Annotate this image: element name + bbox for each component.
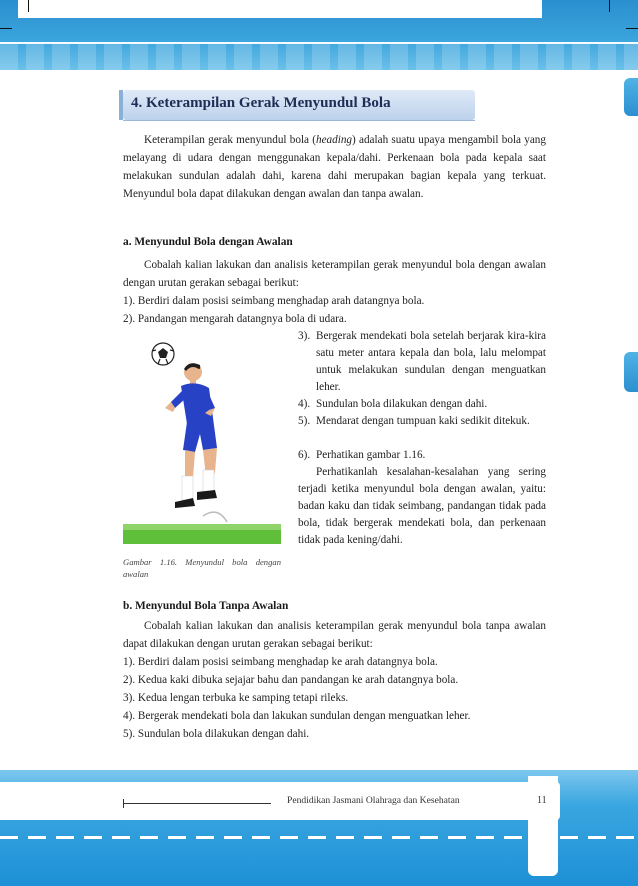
soccer-heading-illustration <box>123 338 281 544</box>
section-a-closing: Perhatikanlah kesalahan-kesalahan yang sering terjadi ketika menyundul bola dengan awalan, yaitu: badan kaku dan tidak seimbang, pandangan tidak pada bola, tidak bergerak mendekati bola, dan perkenaan tidak pada kening/dahi. <box>298 466 546 546</box>
list-item: 1). Berdiri dalam posisi seimbang menghadap ke arah datangnya bola. <box>123 656 438 668</box>
list-item: 1). Berdiri dalam posisi seimbang menghadap arah datangnya bola. <box>123 295 425 307</box>
list-item: 5). Sundulan bola dilakukan dengan dahi. <box>123 728 310 740</box>
crop-mark <box>626 28 638 29</box>
top-banner-white-strip <box>18 0 542 18</box>
page-number: 11 <box>537 795 547 806</box>
footer-white-tab <box>528 776 558 876</box>
footer-rule <box>123 803 271 804</box>
section-a-heading: a. Menyundul Bola dengan Awalan <box>123 236 293 248</box>
figure-caption: Gambar 1.16. Menyundul bola dengan awalan <box>123 557 281 579</box>
list-item: 5). Mendarat dengan tumpuan kaki sedikit ditekuk. <box>298 415 530 427</box>
section-a-intro: Cobalah kalian lakukan dan analisis keterampilan gerak menyundul bola dengan awalan dengan urutan gerakan sebagai berikut: <box>123 259 546 289</box>
list-item: 6). Perhatikan gambar 1.16. <box>298 449 426 461</box>
section-title-rule <box>123 120 475 121</box>
list-item: 4). Sundulan bola dilakukan dengan dahi. <box>298 398 488 410</box>
footer-book-title: Pendidikan Jasmani Olahraga dan Kesehatan <box>287 795 460 806</box>
list-item: 2). Kedua kaki dibuka sejajar bahu dan pandangan ke arah datangnya bola. <box>123 674 459 686</box>
list-item: 2). Pandangan mengarah datangnya bola di udara. <box>123 313 347 325</box>
side-tab-middle <box>624 352 638 392</box>
footer-dashes <box>0 836 638 839</box>
section-b-intro: Cobalah kalian lakukan dan analisis keterampilan gerak menyundul bola tanpa awalan dapat dilakukan dengan urutan gerakan sebagai berikut: <box>123 620 546 650</box>
footer-white-strip <box>0 782 560 820</box>
side-tab-top <box>624 78 638 116</box>
crop-mark <box>0 28 12 29</box>
section-b-heading: b. Menyundul Bola Tanpa Awalan <box>123 600 289 612</box>
section-title: 4. Keterampilan Gerak Menyundul Bola <box>131 95 391 111</box>
soccer-ball-icon <box>152 343 174 365</box>
list-item: 3). Bergerak mendekati bola setelah berjarak kira-kira satu meter antara kepala dan bola, lalu melompat untuk melakukan sundulan dengan menguatkan leher. <box>298 330 546 393</box>
list-item: 3). Kedua lengan terbuka ke samping tetapi rileks. <box>123 692 349 704</box>
list-item: 4). Bergerak mendekati bola dan lakukan sundulan dengan menguatkan leher. <box>123 710 471 722</box>
crop-mark <box>609 0 610 12</box>
intro-paragraph: Keterampilan gerak menyundul bola (heading) adalah suatu upaya mengambil bola yang melayang di udara dengan menggunakan kepala/dahi. Perkenaan bola pada kepala saat melakukan sundulan adalah dahi, karena dahi merupakan bagian kepala yang terkuat. Menyundul bola dapat dilakukan dengan awalan dan tanpa awalan. <box>123 134 546 200</box>
crop-mark <box>28 0 29 12</box>
